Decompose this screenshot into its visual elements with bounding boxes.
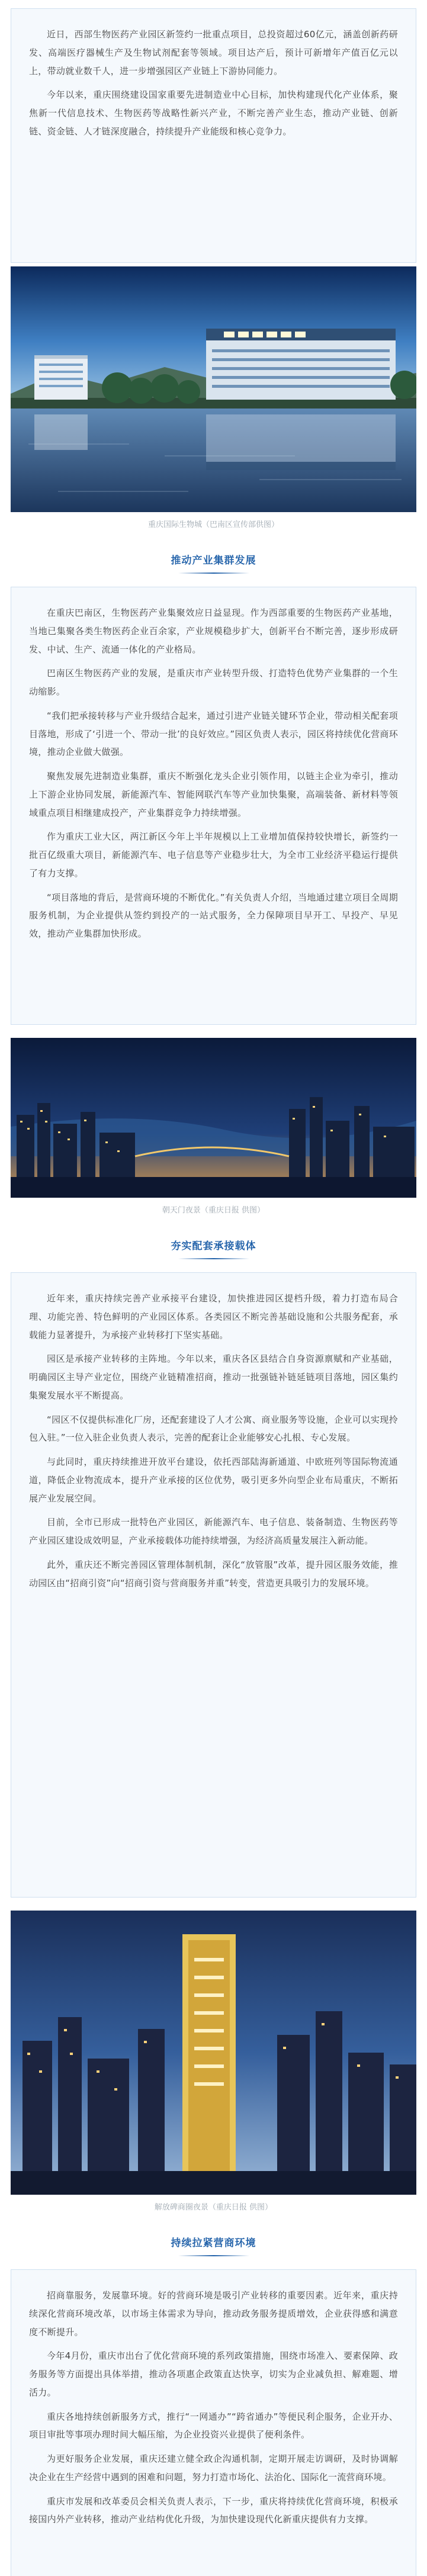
title-divider [178,573,249,574]
city-night-illustration [11,1038,416,1198]
intro-paragraph: 今年以来，重庆围绕建设国家重要先进制造业中心目标，加快构建现代化产业体系，聚焦新一代信息技术、生物医药等战略性新兴产业，不断完善产业生态，推动产业链、创新链、资金链、人才链深度融合，持续提升产业能级和核心竞争力。 [29,89,398,137]
photo-caption: 解放碑商圈夜景（重庆日报 供图） [154,2203,273,2212]
body-paragraph: 近年来，重庆持续完善产业承接平台建设，加快推进园区提档升级，着力打造布局合理、功能完善、特色鲜明的产业园区体系。各类园区不断完善基础设施和公共服务配套，承载能力显著提升，为承接产业转移打下坚实基础。 [29,1293,398,1340]
photo-caption: 重庆国际生物城（巴南区宣传部供图） [147,520,279,529]
body-paragraph: 巴南区生物医药产业的发展，是重庆市产业转型升级、打造特色优势产业集群的一个生动缩影。 [29,668,398,697]
skyline-tower-illustration [11,1911,416,2195]
biocity-photo[interactable] [11,266,416,512]
photo-block-1 [11,266,416,536]
body-paragraph: 招商靠服务，发展靠环境。好的营商环境是吸引产业转移的重要因素。近年来，重庆持续深化营商环境改革，以市场主体需求为导向，推动政务服务提质增效，企业获得感和满意度不断提升。 [29,2290,398,2337]
body-paragraph: “项目落地的背后，是营商环境的不断优化。”有关负责人介绍，当地通过建立项目全周期服务机制，为企业提供从签约到投产的一站式服务，全力保障项目早开工、早投产、早见效，推动产业集群加快形成。 [29,892,398,939]
section1-card [11,587,416,1025]
section-title: 夯实配套承接载体 [171,1240,256,1252]
body-paragraph: “园区不仅提供标准化厂房，还配套建设了人才公寓、商业服务等设施，企业可以实现拎包入驻。”一位入驻企业负责人表示，完善的配套让企业能够安心扎根、专心发展。 [29,1414,398,1443]
body-paragraph: 为更好服务企业发展，重庆还建立健全政企沟通机制，定期开展走访调研，及时协调解决企业在生产经营中遇到的困难和问题，努力打造市场化、法治化、国际化一流营商环境。 [29,2453,398,2482]
body-paragraph: 作为重庆工业大区，两江新区今年上半年规模以上工业增加值保持较快增长，新签约一批百亿级重大项目，新能源汽车、电子信息等产业稳步壮大，为全市工业经济平稳运行提供了有力支撑。 [29,831,398,879]
section-title: 推动产业集群发展 [171,555,256,567]
section2-card [11,1272,416,1898]
body-paragraph: 此外，重庆还不断完善园区管理体制机制，深化“放管服”改革，提升园区服务效能，推动园区由“招商引资”向“招商引资与营商服务并重”转变，营造更具吸引力的发展环境。 [29,1559,398,1588]
city-night-photo[interactable] [11,1038,416,1198]
section-title: 持续拉紧营商环境 [171,2237,256,2249]
body-paragraph: “我们把承接转移与产业升级结合起来，通过引进产业链关键环节企业，带动相关配套项目落地，形成了‘引进一个、带动一批’的良好效应。”园区负责人表示，园区将持续优化营商环境，推动企业做大做强。 [29,710,398,758]
body-paragraph: 今年4月份，重庆市出台了优化营商环境的系列政策措施，围绕市场准入、要素保障、政务服务等方面提出具体举措，推动各项惠企政策直达快享，切实为企业减负担、解难题、增活力。 [29,2350,398,2398]
body-paragraph: 重庆各地持续创新服务方式，推行“一网通办”“跨省通办”等便民利企服务，企业开办、项目审批等事项办理时间大幅压缩，为企业投资兴业提供了便利条件。 [29,2411,398,2440]
title-divider [178,2255,249,2256]
body-paragraph: 目前，全市已形成一批特色产业园区，新能源汽车、电子信息、装备制造、生物医药等产业园区建设成效明显，产业承接载体功能持续增强，为经济高质量发展注入新动能。 [29,1517,398,1546]
photo-caption: 朝天门夜景（重庆日报 供图） [162,1206,265,1215]
body-paragraph: 重庆市发展和改革委员会相关负责人表示，下一步，重庆将持续优化营商环境，积极承接国内外产业转移，推动产业结构优化升级，为加快建设现代化新重庆提供有力支撑。 [29,2495,398,2525]
title-divider [178,1258,249,1259]
skyline-tower-photo[interactable] [11,1911,416,2195]
photo-block-3 [11,1911,416,2219]
photo-block-2 [11,1038,416,1222]
body-paragraph: 园区是承接产业转移的主阵地。今年以来，重庆各区县结合自身资源禀赋和产业基础，明确园区主导产业定位，围绕产业链精准招商，推动一批强链补链延链项目落地，园区集约集聚发展水平不断提高。 [29,1353,398,1401]
body-paragraph: 在重庆巴南区，生物医药产业集聚效应日益显现。作为西部重要的生物医药产业基地，当地已集聚各类生物医药企业百余家，产业规模稳步扩大，创新平台不断完善，逐步形成研发、中试、生产、流通一体化的产业格局。 [29,607,398,655]
biocity-illustration [11,266,416,512]
section3-card [11,2269,416,2576]
intro-card [11,8,416,263]
intro-paragraph: 近日，西部生物医药产业园区新签约一批重点项目，总投资超过60亿元，涵盖创新药研发、高端医疗器械生产及生物试剂配套等领域。项目达产后，预计可新增年产值百亿元以上，带动就业数千人，进一步增强园区产业链上下游协同能力。 [29,29,398,76]
body-paragraph: 聚焦发展先进制造业集群，重庆不断强化龙头企业引领作用，以链主企业为牵引，推动上下游企业协同发展，新能源汽车、智能网联汽车等产业加快集聚，高端装备、新材料等领域重点项目相继建成投产，产业集群竞争力持续增强。 [29,771,398,818]
body-paragraph: 与此同时，重庆持续推进开放平台建设，依托西部陆海新通道、中欧班列等国际物流通道，降低企业物流成本，提升产业承接的区位优势，吸引更多外向型企业布局重庆，不断拓展产业发展空间。 [29,1456,398,1504]
